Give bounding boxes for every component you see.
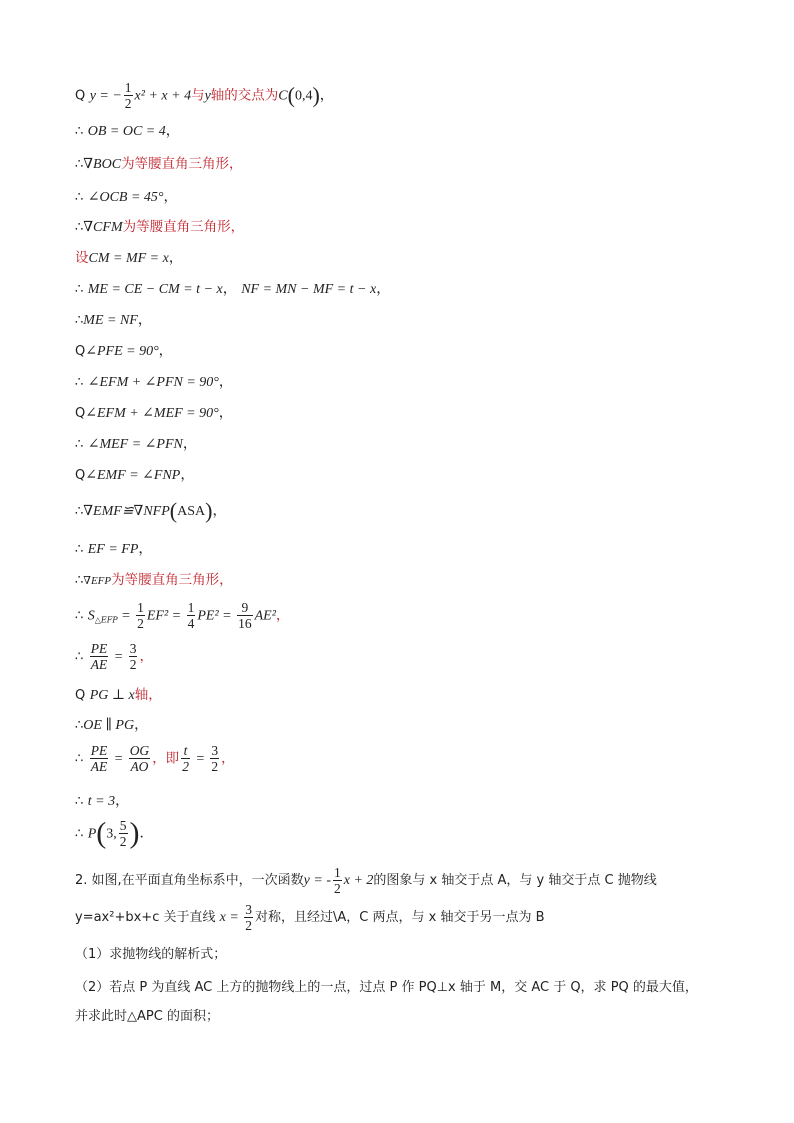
solution-line-22: ∴ t = 3， bbox=[75, 793, 130, 809]
solution-line-19: Q PG ⊥ x轴， bbox=[75, 687, 162, 703]
solution-line-1: Q y = − $\frac{1}{2}$ x² + x + 4与y轴的交点为C(0,4)， bbox=[75, 80, 334, 111]
problem-statement-line-1: 2. 如图,在平面直角坐标系中，一次函数y = - $\frac{1}{2}$ x + 2的图象与 x 轴交于点 A，与 y 轴交于点 C 抛物线 bbox=[75, 865, 657, 896]
fraction: $\frac{1}{2}$ bbox=[124, 80, 132, 111]
problem-statement-line-2: y=ax²+bx+c 关于直线 x = $\frac{3}{2}$ 对称，且经过\A，C 两点，与 x 轴交于另一点为 B bbox=[75, 902, 545, 933]
equation: y = − bbox=[89, 88, 122, 104]
solution-line-17: ∴ $S_{\triangle EFP}$ = $\frac{1}{2}$ EF² = $\frac{1}{4}$ PE² = $\frac{9}{16}$ AE²， bbox=[75, 600, 290, 631]
solution-line-21: ∴ $\frac{PE}{AE}$ = $\frac{OG}{AO}$ ，即 $\frac{t}{2}$ = $\frac{3}{2}$ ， bbox=[75, 743, 235, 774]
solution-line-6: 设CM = MF = x， bbox=[75, 250, 183, 266]
solution-line-15: ∴ EF = FP， bbox=[75, 541, 153, 557]
solution-line-23: ∴ P(3, $\frac{5}{2}$ )． bbox=[75, 816, 154, 850]
solution-line-4: ∴ ∠OCB = 45°， bbox=[75, 189, 178, 205]
solution-line-16: ∴∇EFP为等腰直角三角形， bbox=[75, 572, 233, 588]
solution-line-7: ∴ ME = CE − CM = t − x， NF = MN − MF = t − x， bbox=[75, 281, 391, 297]
question-2-line-2: 并求此时△APC 的面积； bbox=[75, 1009, 219, 1024]
text: 与 bbox=[191, 87, 205, 104]
because-symbol: Q bbox=[75, 88, 86, 104]
text: 轴的交点为 bbox=[210, 87, 279, 104]
solution-line-11: Q∠EFM + ∠MEF = 90°， bbox=[75, 405, 233, 421]
solution-line-18: ∴ $\frac{PE}{AE}$ = $\frac{3}{2}$ ， bbox=[75, 641, 153, 672]
question-1: （1）求抛物线的解析式； bbox=[75, 947, 227, 962]
solution-line-10: ∴ ∠EFM + ∠PFN = 90°， bbox=[75, 374, 233, 390]
variable: y bbox=[204, 88, 211, 104]
equation: x² + x + 4 bbox=[134, 88, 192, 104]
solution-line-12: ∴ ∠MEF = ∠PFN， bbox=[75, 436, 197, 452]
solution-line-20: ∴OE ∥ PG， bbox=[75, 717, 149, 733]
solution-line-13: Q∠EMF = ∠FNP， bbox=[75, 467, 195, 483]
point-label: C bbox=[278, 88, 288, 104]
point-value: 0,4 bbox=[294, 88, 313, 104]
solution-line-14: ∴∇EMF≌∇NFP(ASA)， bbox=[75, 498, 227, 523]
solution-line-5: ∴∇CFM为等腰直角三角形， bbox=[75, 219, 245, 235]
question-2-line-1: （2）若点 P 为直线 AC 上方的抛物线上的一点，过点 P 作 PQ⊥x 轴于 M，交 AC 于 Q，求 PQ 的最大值， bbox=[75, 980, 698, 995]
solution-line-9: Q∠PFE = 90°， bbox=[75, 343, 173, 359]
solution-line-3: ∴∇BOC为等腰直角三角形， bbox=[75, 156, 243, 172]
solution-line-2: ∴ OB = OC = 4， bbox=[75, 123, 180, 139]
solution-line-8: ∴ME = NF， bbox=[75, 312, 152, 328]
